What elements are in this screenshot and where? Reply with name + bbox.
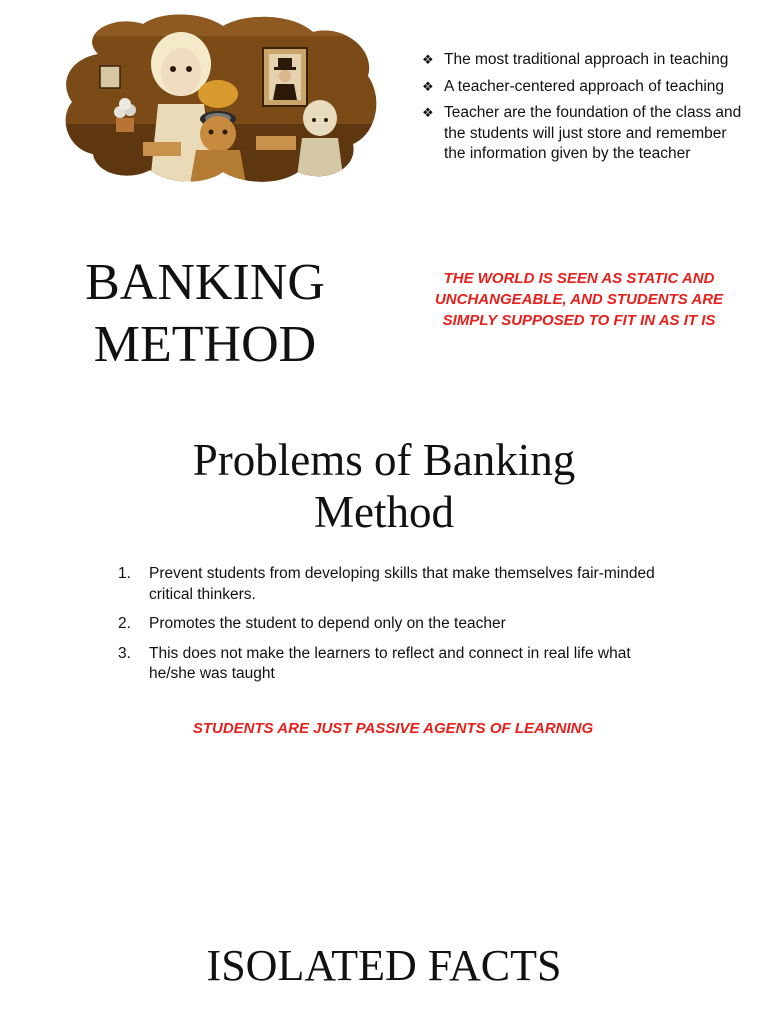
slide-problems	[0, 410, 768, 790]
bullet-text: Teacher are the foundation of the class and the students will just store and remember the information given by the teacher	[444, 104, 742, 162]
title-line-1: BANKING	[85, 254, 325, 311]
slide-title	[120, 434, 648, 538]
diamond-bullet-icon: ❖	[422, 105, 434, 120]
list-item	[422, 77, 742, 98]
list-item	[422, 50, 742, 71]
highlight-callout: THE WORLD IS SEEN AS STATIC AND UNCHANGEABLE, AND STUDENTS ARE SIMPLY SUPPOSED TO FIT IN AS IT IS	[434, 270, 724, 329]
key-points-list	[422, 50, 742, 171]
list-item-text: Prevent students from developing skills that make themselves fair-minded critical thinkers.	[149, 565, 655, 603]
slide-banking-method	[0, 0, 768, 380]
diamond-bullet-icon: ❖	[422, 52, 434, 67]
list-item	[118, 614, 678, 635]
list-item	[422, 103, 742, 165]
list-item-text: Promotes the student to depend only on the teacher	[149, 615, 506, 632]
title-line-2: METHOD	[93, 316, 317, 373]
slide-title	[60, 252, 350, 376]
list-item	[118, 644, 678, 685]
slide-title: ISOLATED FACTS	[206, 941, 562, 990]
bullet-text: The most traditional approach in teaching	[444, 51, 729, 68]
list-number: 2.	[118, 615, 131, 632]
classroom-illustration	[58, 14, 380, 184]
highlight-callout: STUDENTS ARE JUST PASSIVE AGENTS OF LEARNING	[192, 720, 594, 737]
diamond-bullet-icon: ❖	[422, 78, 434, 94]
title-line-1: Problems of Banking	[192, 435, 576, 485]
list-item	[118, 564, 678, 605]
list-number: 1.	[118, 565, 131, 582]
bullet-text: A teacher-centered approach of teaching	[444, 77, 725, 95]
problems-list	[118, 564, 678, 694]
slide-isolated-facts	[0, 900, 768, 1024]
title-line-2: Method	[314, 487, 454, 537]
list-number: 3.	[118, 644, 131, 662]
list-item-text: This does not make the learners to reflect and connect in real life what he/she was taught	[149, 644, 631, 682]
